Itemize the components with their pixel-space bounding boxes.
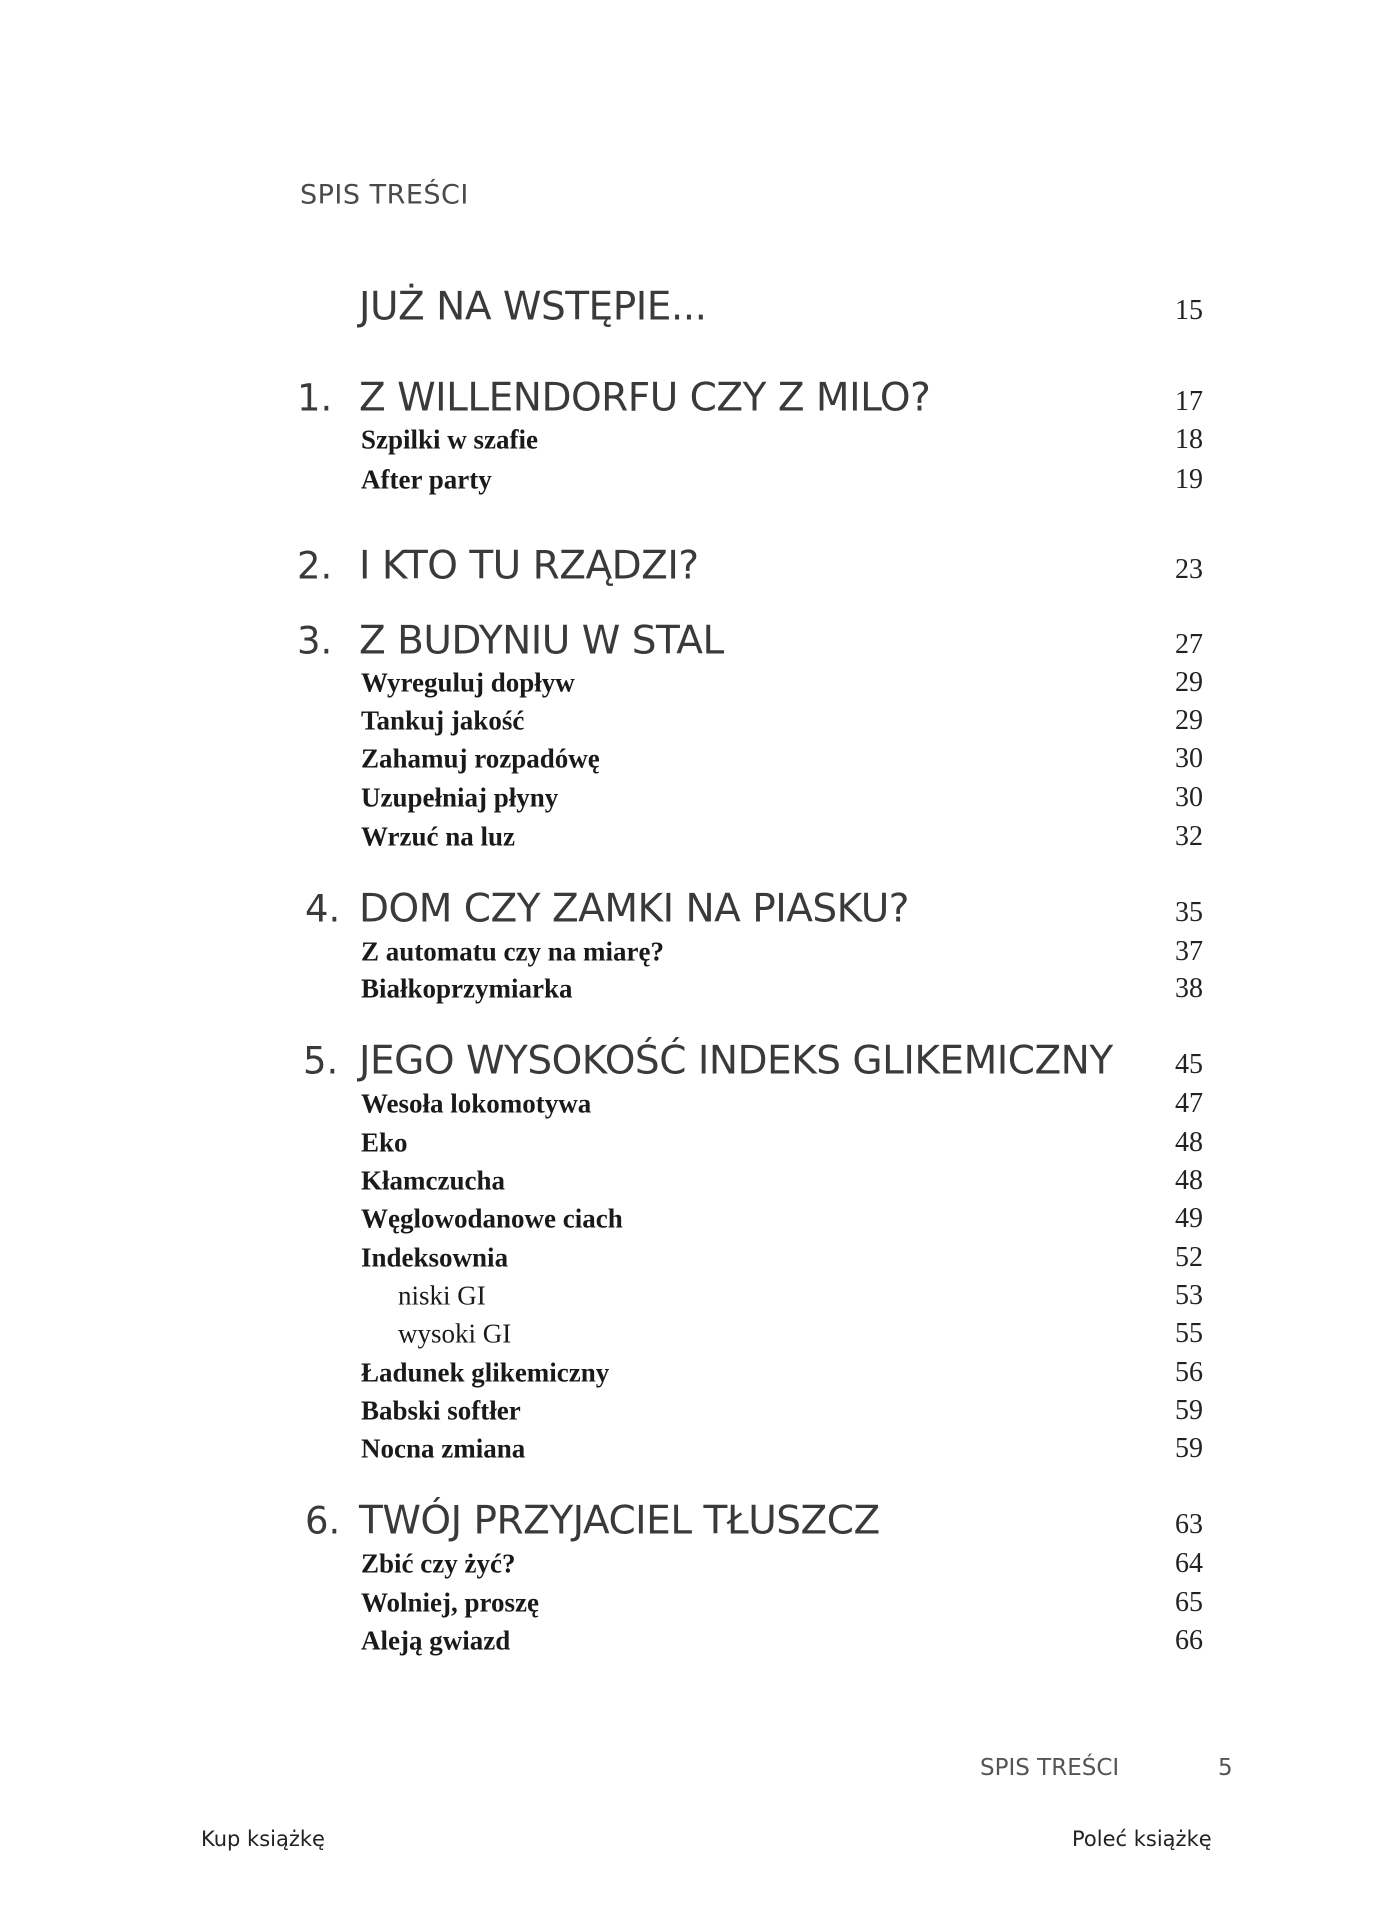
section-title: Ładunek glikemiczny (361, 1357, 610, 1388)
section-title: Z automatu czy na miarę? (361, 936, 664, 967)
chapter-number: 5. (303, 1039, 339, 1083)
section-title: Zahamuj rozpadówę (361, 743, 600, 774)
toc-page-number: 56 (1175, 1357, 1203, 1388)
toc-page-number: 47 (1175, 1088, 1203, 1119)
toc-page-number: 30 (1175, 743, 1203, 774)
chapter-title: Z WILLENDORFU CZY Z MILO? (359, 375, 931, 421)
toc-page-number: 64 (1175, 1548, 1203, 1579)
section-title: Wyreguluj dopływ (361, 667, 575, 698)
toc-page-number: 59 (1175, 1395, 1203, 1426)
section-title: After party (361, 464, 492, 495)
section-title: Eko (361, 1127, 408, 1158)
toc-page-number: 55 (1175, 1318, 1203, 1349)
section-title: Kłamczucha (361, 1165, 505, 1196)
toc-page-number: 38 (1175, 973, 1203, 1004)
section-title: Uzupełniaj płyny (361, 782, 559, 813)
chapter-number: 4. (305, 887, 341, 931)
chapter-number: 1. (297, 376, 333, 420)
page-number: 5 (1218, 1755, 1233, 1781)
toc-page-number: 37 (1175, 936, 1203, 967)
recommend-book-link[interactable]: Poleć książkę (1072, 1827, 1212, 1851)
chapter-title: DOM CZY ZAMKI NA PIASKU? (359, 886, 909, 932)
toc-page-number: 45 (1175, 1049, 1203, 1080)
chapter-title: JUŻ NA WSTĘPIE... (359, 284, 707, 330)
toc-page-number: 48 (1175, 1165, 1203, 1196)
chapter-number: 6. (305, 1499, 341, 1543)
buy-book-link[interactable]: Kup książkę (201, 1827, 325, 1851)
toc-page-number: 15 (1175, 295, 1203, 326)
section-title: Nocna zmiana (361, 1433, 526, 1464)
toc-page-number: 66 (1175, 1625, 1203, 1656)
toc-page-number: 23 (1175, 554, 1203, 585)
toc-page-number: 32 (1175, 821, 1203, 852)
chapter-title: TWÓJ PRZYJACIEL TŁUSZCZ (359, 1498, 880, 1544)
section-title: Zbić czy żyć? (361, 1548, 516, 1579)
section-title: Wrzuć na luz (361, 821, 515, 852)
section-title: Białkoprzymiarka (361, 973, 573, 1004)
toc-page-number: 19 (1175, 464, 1203, 495)
toc-page-number: 59 (1175, 1433, 1203, 1464)
chapter-title: JEGO WYSOKOŚĆ INDEKS GLIKEMICZNY (359, 1038, 1113, 1084)
toc-page-number: 29 (1175, 705, 1203, 736)
chapter-number: 3. (297, 619, 333, 663)
section-title: Wesoła lokomotywa (361, 1088, 592, 1119)
toc-page-number: 35 (1175, 897, 1203, 928)
subsection-title: wysoki GI (398, 1318, 512, 1349)
section-title: Wolniej, proszę (361, 1587, 539, 1618)
toc-page-number: 17 (1175, 386, 1203, 417)
toc-page-number: 27 (1175, 629, 1203, 660)
chapter-title: I KTO TU RZĄDZI? (359, 543, 699, 589)
section-title: Aleją gwiazd (361, 1625, 511, 1656)
toc-page-number: 65 (1175, 1587, 1203, 1618)
section-title: Szpilki w szafie (361, 424, 539, 455)
toc-page-number: 49 (1175, 1203, 1203, 1234)
toc-page-number: 30 (1175, 782, 1203, 813)
section-title: Babski softłer (361, 1395, 521, 1426)
toc-page-number: 53 (1175, 1280, 1203, 1311)
running-footer-label: SPIS TREŚCI (980, 1755, 1120, 1781)
chapter-number: 2. (297, 544, 333, 588)
section-title: Tankuj jakość (361, 705, 525, 736)
section-title: Indeksownia (361, 1242, 509, 1273)
toc-page-number: 63 (1175, 1509, 1203, 1540)
page-header-title: SPIS TREŚCI (300, 179, 469, 211)
toc-page-number: 52 (1175, 1242, 1203, 1273)
toc-page-number: 29 (1175, 667, 1203, 698)
section-title: Węglowodanowe ciach (361, 1203, 623, 1234)
toc-page-number: 18 (1175, 424, 1203, 455)
chapter-title: Z BUDYNIU W STAL (359, 618, 724, 664)
subsection-title: niski GI (398, 1280, 486, 1311)
toc-page-number: 48 (1175, 1127, 1203, 1158)
